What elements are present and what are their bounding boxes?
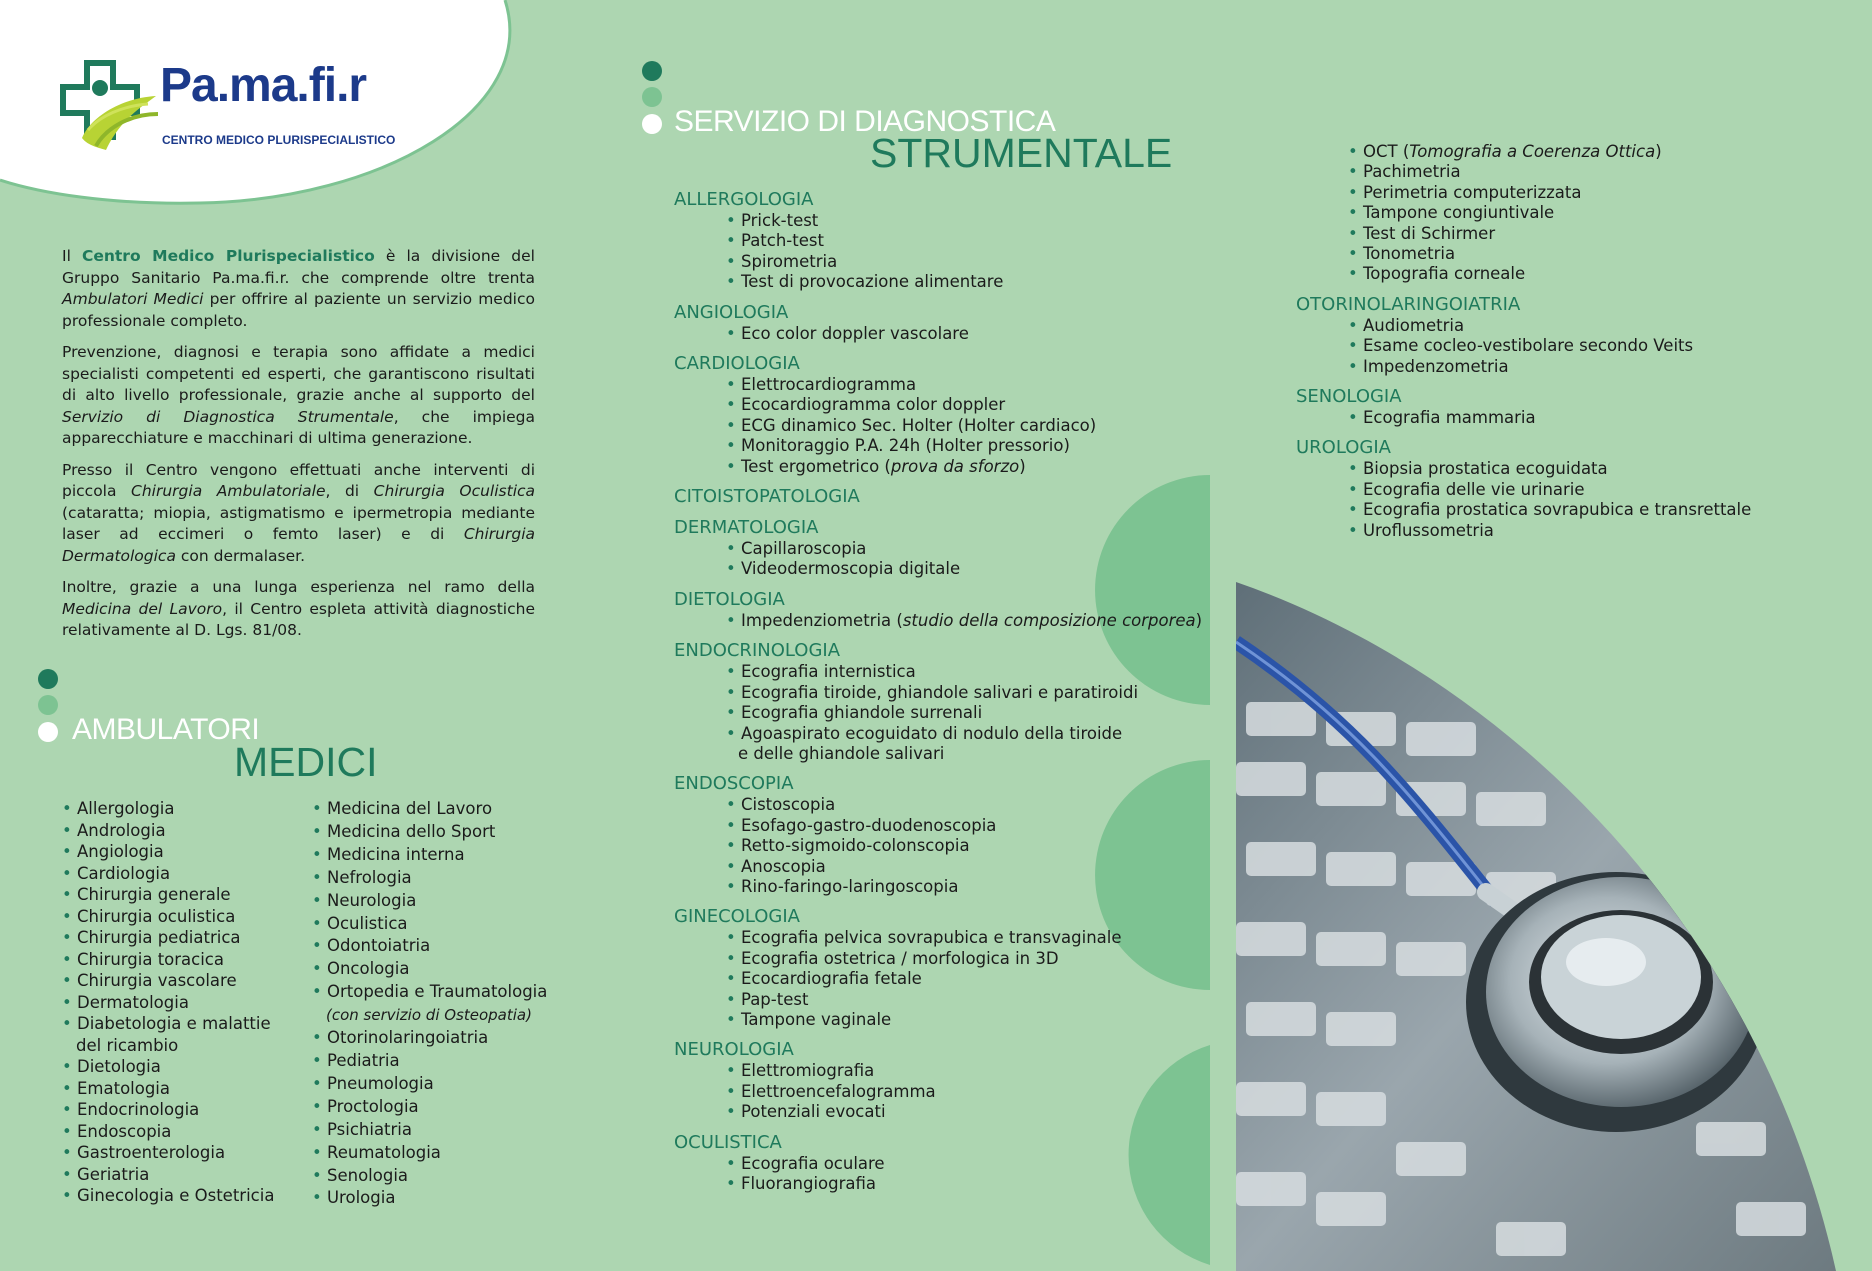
list-item: • Test ergometrico (prova da sforzo) (726, 456, 1026, 476)
list-item: • Fluorangiografia (726, 1174, 876, 1193)
bullet-dot-white (38, 722, 58, 742)
intro-paragraph-4: Inoltre, grazie a una lunga esperienza nel ramo della Medicina del Lavoro, il Centro espleta attività diagnostiche relativamente al D. Lgs. 81/08. (62, 578, 535, 639)
list-item: • Patch-test (726, 231, 824, 251)
list-item: • Impedenzometria (1348, 356, 1509, 376)
list-item: • Videodermoscopia digitale (726, 559, 961, 579)
logo-name: Pa.ma.fi.r (160, 59, 367, 112)
list-item: • Prick-test (726, 211, 819, 230)
list-item: • Elettrocardiogramma (726, 375, 917, 395)
list-item: • Cardiologia (62, 863, 171, 883)
list-item: • Chirurgia pediatrica (62, 928, 241, 947)
dept-allergologia: ALLERGOLOGIA • Prick-test • Patch-test • Spirometria • Test di provocazione alimentare (674, 189, 1202, 293)
ambulatori-title-small: AMBULATORI (72, 713, 260, 746)
list-item: • Urologia (312, 1188, 396, 1208)
list-item: • Ecografia internistica (726, 662, 916, 682)
bullet-dot-light (38, 695, 58, 715)
list-item: • Chirurgia generale (62, 885, 231, 904)
list-item: • Geriatria (62, 1164, 150, 1184)
intro-paragraph-2: Prevenzione, diagnosi e terapia sono affidate a medici specialisti competenti ed esperti, che garantiscono risultati di alto livello professionale, grazie anche al supporto del Servizio di Diagnostica Strumentale, che impiega apparecchiature e macchinari di ultima generazione. (62, 343, 535, 447)
dept-urologia: UROLOGIA • Biopsia prostatica ecoguidata • Ecografia delle vie urinarie • Ecografia prostatica sovrapubica e transrettale • Uroflussometria (1296, 437, 1752, 540)
list-item: • Andrologia (62, 820, 166, 840)
bullet-dot-white (642, 114, 662, 134)
list-item: • Biopsia prostatica ecoguidata (1348, 459, 1608, 479)
list-item: • Ecocardiografia fetale (726, 969, 922, 989)
dept-cardiologia: CARDIOLOGIA • Elettrocardiogramma • Ecocardiogramma color doppler • ECG dinamico Sec. Holter (Holter cardiaco) • Monitoraggio P.A. 24h (Holter pressorio) • Test ergometrico (prova da sforzo) (674, 353, 1202, 477)
intro-text (62, 246, 535, 652)
list-item: • Endocrinologia (62, 1100, 200, 1119)
list-item: • Agoaspirato ecoguidato di nodulo della tiroide e delle ghiandole salivari (726, 723, 1123, 763)
dept-neurologia: NEUROLOGIA • Elettromiografia • Elettroencefalogramma • Potenziali evocati (674, 1039, 1202, 1122)
bullet-dot-dark (38, 669, 58, 689)
list-item: • OCT (Tomografia a Coerenza Ottica) (1348, 142, 1662, 161)
list-item: • Monitoraggio P.A. 24h (Holter pressorio) (726, 436, 1070, 456)
dept-oculistica: OCULISTICA • Ecografia oculare • Fluorangiografia (674, 1132, 1202, 1195)
list-item: • Ecografia ghiandole surrenali (726, 703, 983, 723)
dept-citoistopatologia: CITOISTOPATOLOGIA (674, 486, 860, 508)
list-item: • Oncologia (312, 959, 410, 979)
dept-ginecologia: GINECOLOGIA • Ecografia pelvica sovrapubica e transvaginale • Ecografia ostetrica / morfologica in 3D • Ecocardiografia fetale • Pap-test • Tampone vaginale (674, 906, 1202, 1030)
logo (60, 58, 396, 153)
list-item: • Nefrologia (312, 867, 412, 887)
list-item: • Uroflussometria (1348, 520, 1494, 540)
list-item: • Capillaroscopia (726, 539, 867, 559)
diagnostica-list-middle (674, 189, 1202, 1203)
diagnostica-list-right (1296, 142, 1751, 550)
list-item: • Cistoscopia (726, 795, 836, 815)
diagnostica-title-big: STRUMENTALE (870, 130, 1173, 176)
list-item: • Otorinolaringoiatria (312, 1028, 489, 1048)
list-item: • Medicina del Lavoro (312, 799, 493, 818)
bullet-dot-light (642, 87, 662, 107)
list-item: • Test di Schirmer (1348, 223, 1496, 243)
list-item: • Angiologia (62, 842, 164, 861)
list-item: • Medicina interna (312, 844, 465, 864)
list-item: • Ginecologia e Ostetricia (62, 1186, 275, 1205)
list-item: • Eco color doppler vascolare (726, 323, 969, 343)
logo-subtitle: CENTRO MEDICO PLURISPECIALISTICO (162, 133, 396, 147)
list-item: • Elettroencefalogramma (726, 1081, 936, 1101)
list-item: • Impedenziometria (studio della composizione corporea) (726, 610, 1203, 630)
ambulatori-list-col2 (312, 798, 547, 1210)
list-item: • Ecocardiogramma color doppler (726, 395, 1006, 415)
dept-endocrinologia: ENDOCRINOLOGIA • Ecografia internistica • Ecografia tiroide, ghiandole salivari e paratiroidi • Ecografia ghiandole surrenali • Agoaspirato ecoguidato di nodulo della tiroide e delle ghiandole salivari (674, 640, 1202, 764)
list-item: • Tonometria (1348, 244, 1456, 264)
list-item: • Ecografia tiroide, ghiandole salivari e paratiroidi (726, 682, 1139, 702)
list-item: • Senologia (312, 1165, 409, 1185)
list-item: • Odontoiatria (312, 936, 431, 956)
list-item: • Ecografia mammaria (1348, 408, 1536, 428)
list-item: • Ecografia ostetrica / morfologica in 3D (726, 948, 1059, 968)
list-item: • Retto-sigmoido-colonscopia (726, 836, 970, 856)
diagnostica-title-small: SERVIZIO DI DIAGNOSTICA (674, 105, 1056, 138)
list-item: • Gastroenterologia (62, 1143, 226, 1162)
list-item: • Reumatologia (312, 1142, 441, 1162)
stethoscope-keyboard-photo (1236, 582, 1836, 1271)
list-item: • Tampone vaginale (726, 1009, 892, 1029)
dept-angiologia: ANGIOLOGIA • Eco color doppler vascolare (674, 302, 1202, 344)
list-item: • Ematologia (62, 1078, 171, 1098)
intro-paragraph-1: Il Centro Medico Plurispecialistico è la divisione del Gruppo Sanitario Pa.ma.fi.r. che comprende oltre trenta Ambulatori Medici per offrire al paziente un servizio medico professionale completo. (62, 247, 535, 330)
ambulatori-list-col1 (62, 798, 274, 1207)
list-item: • Proctologia (312, 1096, 419, 1116)
list-item: • Chirurgia toracica (62, 949, 224, 969)
bullet-dot-dark (642, 61, 662, 81)
list-item: • Audiometria (1348, 315, 1465, 335)
list-item: • Ecografia delle vie urinarie (1348, 479, 1585, 499)
list-item: • Rino-faringo-laringoscopia (726, 876, 959, 896)
list-item: • Dermatologia (62, 992, 189, 1012)
dept-otorinolaringoiatria: OTORINOLARINGOIATRIA • Audiometria • Esame cocleo-vestibolare secondo Veits • Impedenzometria (1296, 294, 1751, 377)
list-item: • Allergologia (62, 799, 175, 818)
intro-paragraph-3: Presso il Centro vengono effettuati anche interventi di piccola Chirurgia Ambulatoriale, di Chirurgia Oculistica (cataratta; miopia, astigmatismo e ipermetropia mediante laser ad eccimeri o femto laser) e di Chirurgia Dermatologica con dermalaser. (62, 460, 536, 565)
list-item: • ECG dinamico Sec. Holter (Holter cardiaco) (726, 415, 1097, 435)
list-item: • Chirurgia vascolare (62, 971, 237, 990)
list-item: • Oculistica (312, 913, 408, 933)
list-item: • Chirurgia oculistica (62, 906, 236, 926)
dept-dietologia: DIETOLOGIA • Impedenziometria (studio della composizione corporea) (674, 588, 1203, 630)
list-item: • Topografia corneale (1348, 264, 1526, 284)
list-item: • Ecografia oculare (726, 1153, 885, 1173)
list-item: • Dietologia (62, 1057, 161, 1076)
list-item: • Endoscopia (62, 1121, 172, 1141)
medical-cross-icon (60, 58, 160, 153)
list-item: • Neurologia (312, 890, 417, 910)
dept-senologia: SENOLOGIA • Ecografia mammaria (1296, 386, 1751, 428)
list-item: • Esofago-gastro-duodenoscopia (726, 815, 997, 835)
list-item: • Tampone congiuntivale (1348, 203, 1555, 223)
list-item: • Esame cocleo-vestibolare secondo Veits (1348, 336, 1694, 356)
dept-oculistica-continued (1296, 142, 1751, 285)
list-item: • Ecografia prostatica sovrapubica e transrettale (1348, 500, 1752, 520)
list-item: • Test di provocazione alimentare (726, 272, 1004, 292)
list-item: • Medicina dello Sport (312, 821, 496, 841)
list-item: • Spirometria (726, 251, 838, 271)
list-item: • Pap-test (726, 989, 809, 1009)
dept-endoscopia: ENDOSCOPIA • Cistoscopia • Esofago-gastro-duodenoscopia • Retto-sigmoido-colonscopia • Anoscopia • Rino-faringo-laringoscopia (674, 773, 1202, 897)
list-item: • Pachimetria (1348, 162, 1461, 182)
dept-dermatologia: DERMATOLOGIA • Capillaroscopia • Videodermoscopia digitale (674, 517, 1202, 580)
list-item: • Diabetologia e malattie del ricambio (62, 1014, 271, 1055)
list-item: • Perimetria computerizzata (1348, 182, 1582, 202)
list-item: • Anoscopia (726, 856, 826, 876)
list-item: • Potenziali evocati (726, 1102, 886, 1122)
list-item: • Psichiatria (312, 1119, 412, 1139)
list-item: • Ecografia pelvica sovrapubica e transvaginale (726, 928, 1122, 948)
list-item: • Pediatria (312, 1050, 400, 1070)
list-item: • Pneumologia (312, 1073, 434, 1093)
list-item: • Elettromiografia (726, 1061, 875, 1081)
list-item: • Ortopedia e Traumatologia (con servizio di Osteopatia) (312, 982, 548, 1025)
ambulatori-title-big: MEDICI (234, 739, 378, 785)
